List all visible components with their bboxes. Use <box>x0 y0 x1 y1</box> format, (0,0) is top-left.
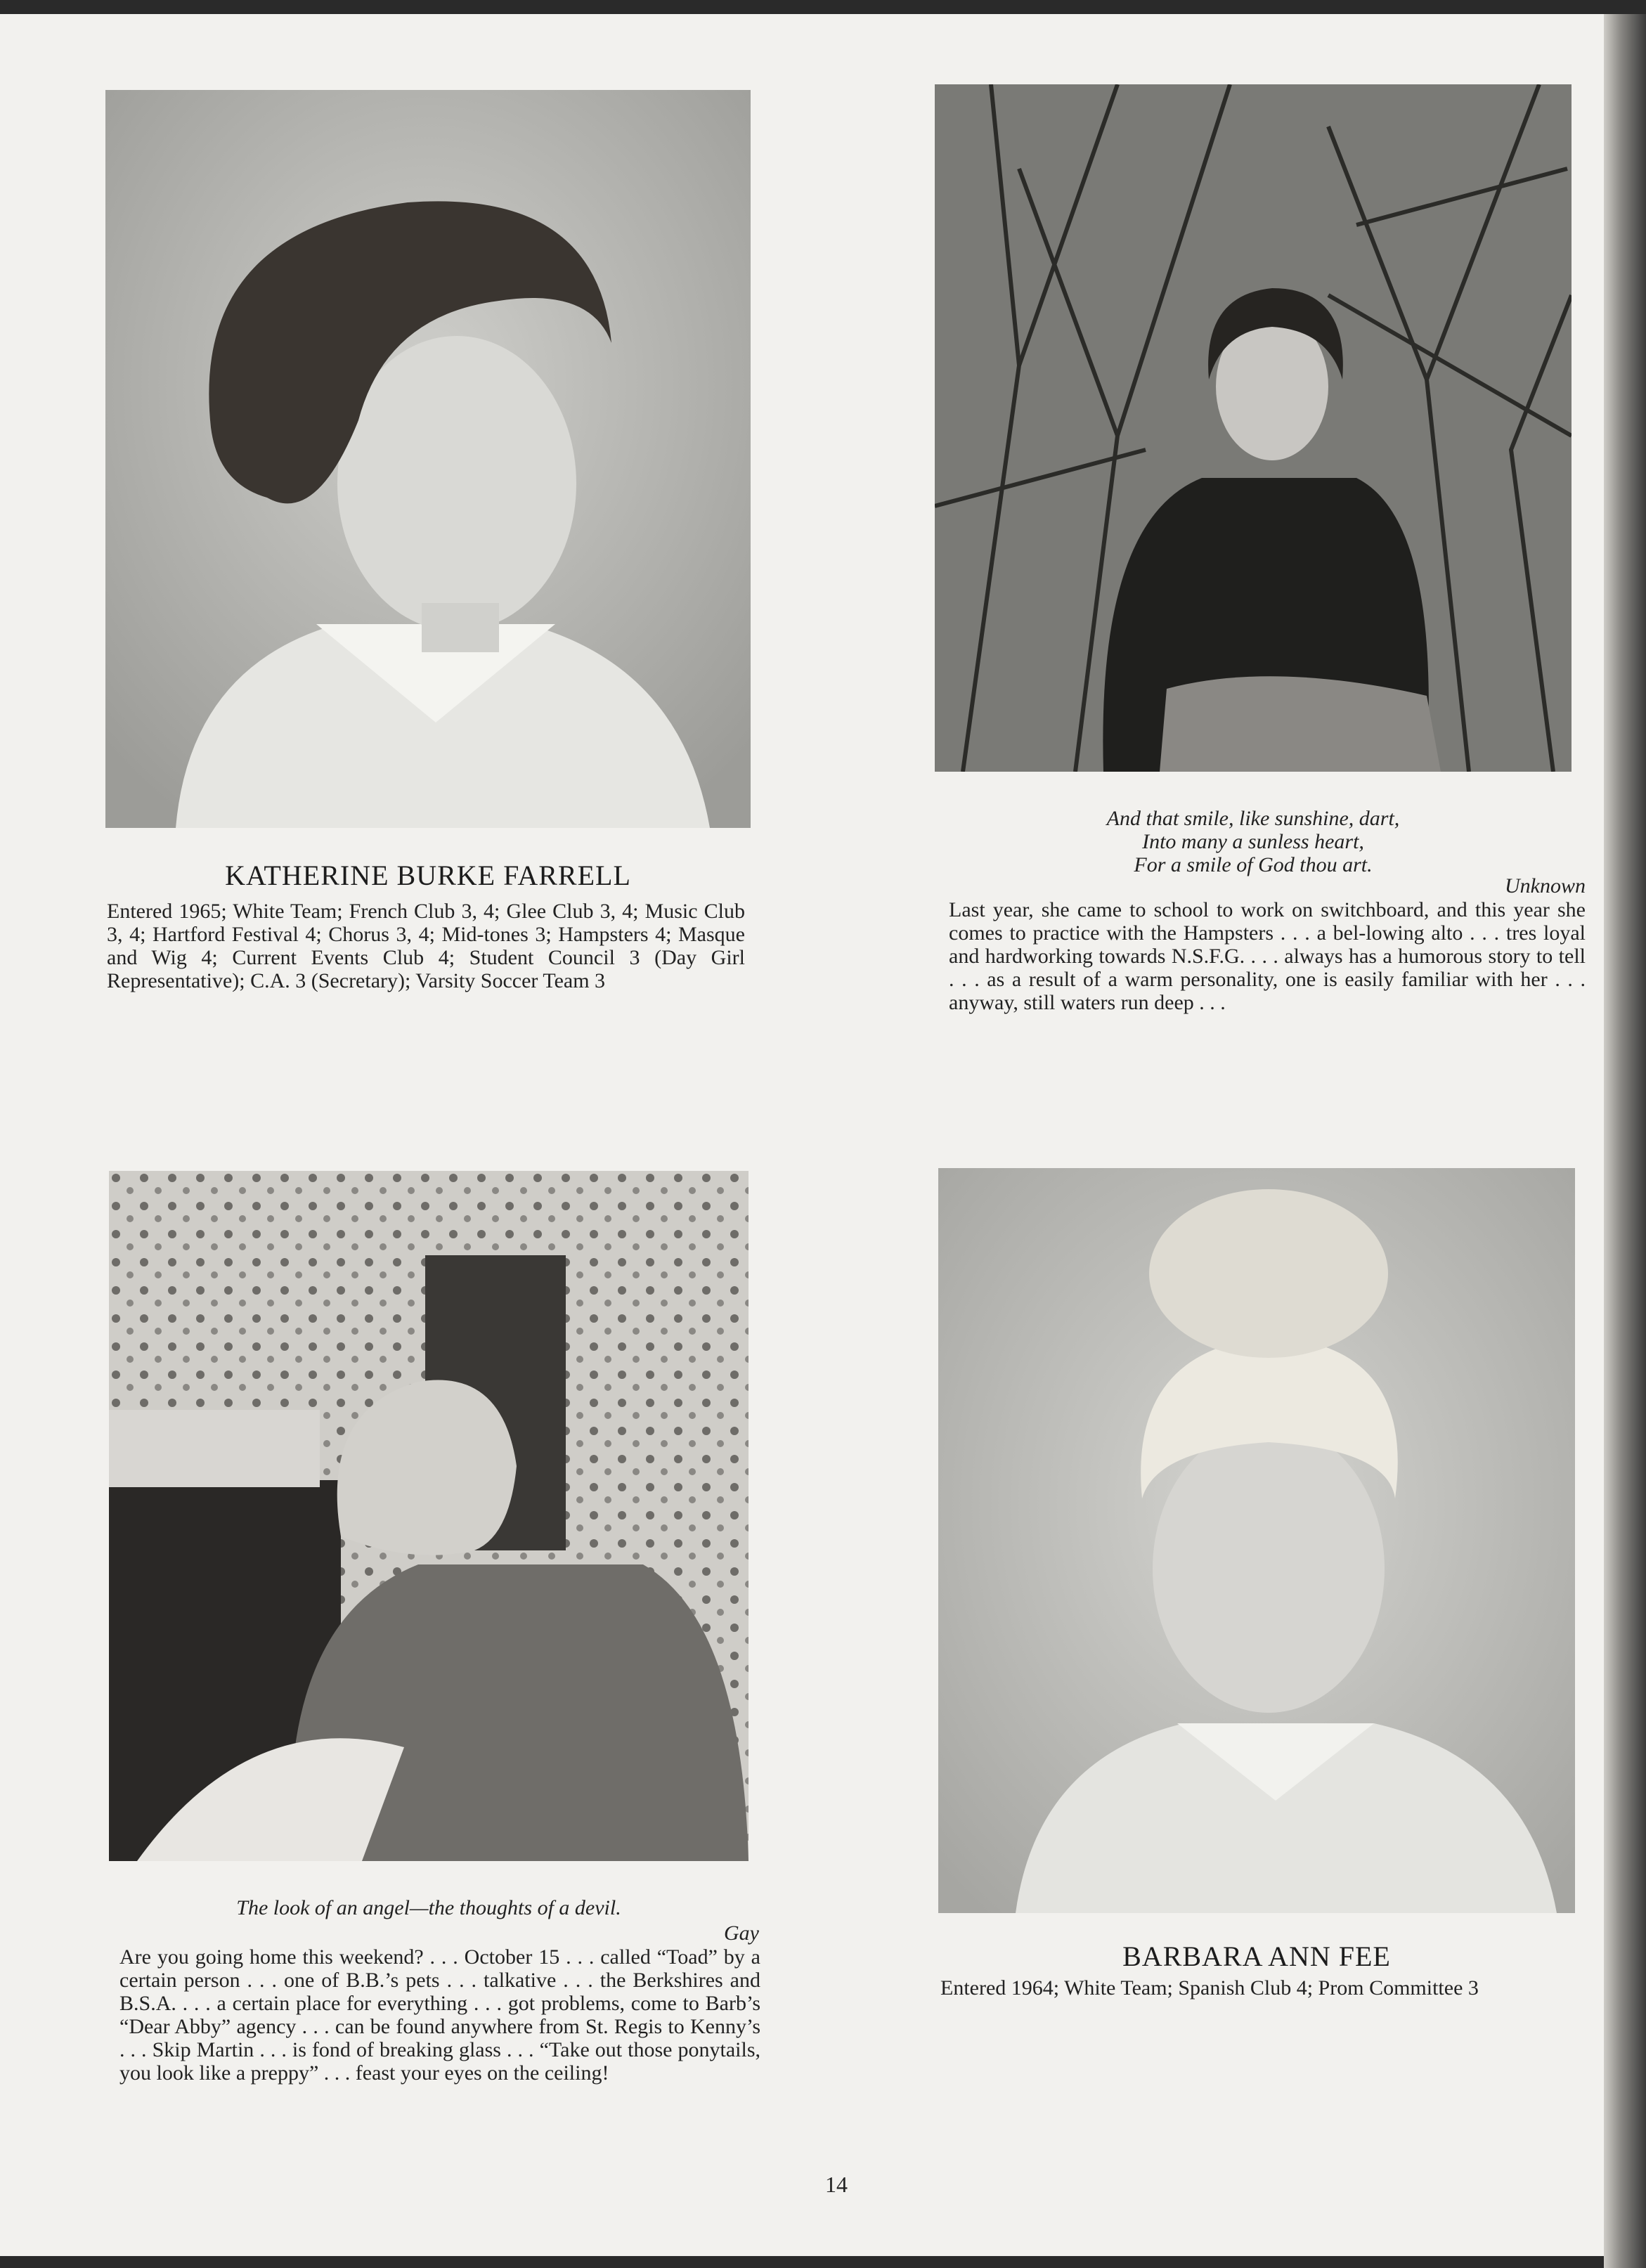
student-name-fee: BARBARA ANN FEE <box>1122 1940 1391 1972</box>
portrait-photo-farrell <box>105 90 751 828</box>
student-name-farrell: KATHERINE BURKE FARRELL <box>225 860 631 891</box>
outdoor-photo-farrell <box>935 84 1572 772</box>
quote-verse-farrell <box>935 807 1572 876</box>
write-up-farrell: Last year, she came to school to work on switchboard, and this year she comes to practice with the Hampsters . . . a bel-lowing alto . . . tres loyal and hardworking towards N.S.F.G. . . . always has a humorous story to tell . . . as a result of a warm personality, one is easily familiar with her . . . anyway, still waters run deep . . . <box>949 898 1586 1014</box>
quote-attribution-farrell: Unknown <box>1505 874 1586 898</box>
page-binding-edge <box>1604 14 1646 2268</box>
quote-verse-fee <box>109 1896 749 1919</box>
quote-line: For a smile of God thou art. <box>1134 853 1373 876</box>
quote-line: The look of an angel—the thoughts of a devil. <box>236 1896 621 1919</box>
quote-line: And that smile, like sunshine, dart, <box>1106 807 1400 830</box>
quote-attribution-fee: Gay <box>724 1922 759 1945</box>
quote-line: Into many a sunless heart, <box>1142 830 1364 853</box>
write-up-fee: Are you going home this weekend? . . . October 15 . . . called “Toad” by a certain person . . . one of B.B.’s pets . . . talkative . . . the Berkshires and B.S.A. . . . a certain place for everything . . . got problems, come to Barb’s “Dear Abby” agency . . . can be found anywhere from St. Regis to Kenny’s . . . Skip Martin . . . is fond of breaking glass . . . “Take out those ponytails, you look like a preppy” . . . feast your eyes on the ceiling! <box>119 1945 760 2085</box>
page-number: 14 <box>825 2172 848 2197</box>
portrait-photo-fee <box>938 1168 1575 1913</box>
activities-farrell: Entered 1965; White Team; French Club 3, 4; Glee Club 3, 4; Music Club 3, 4; Hartford Festival 4; Chorus 3, 4; Mid-tones 3; Hampsters 4; Masque and Wig 4; Current Events Club 4; Student Council 3 (Day Girl Representative); C.A. 3 (Secretary); Varsity Soccer Team 3 <box>107 900 745 992</box>
candid-photo-fee <box>109 1171 749 1861</box>
activities-fee: Entered 1964; White Team; Spanish Club 4; Prom Committee 3 <box>940 1976 1479 2000</box>
